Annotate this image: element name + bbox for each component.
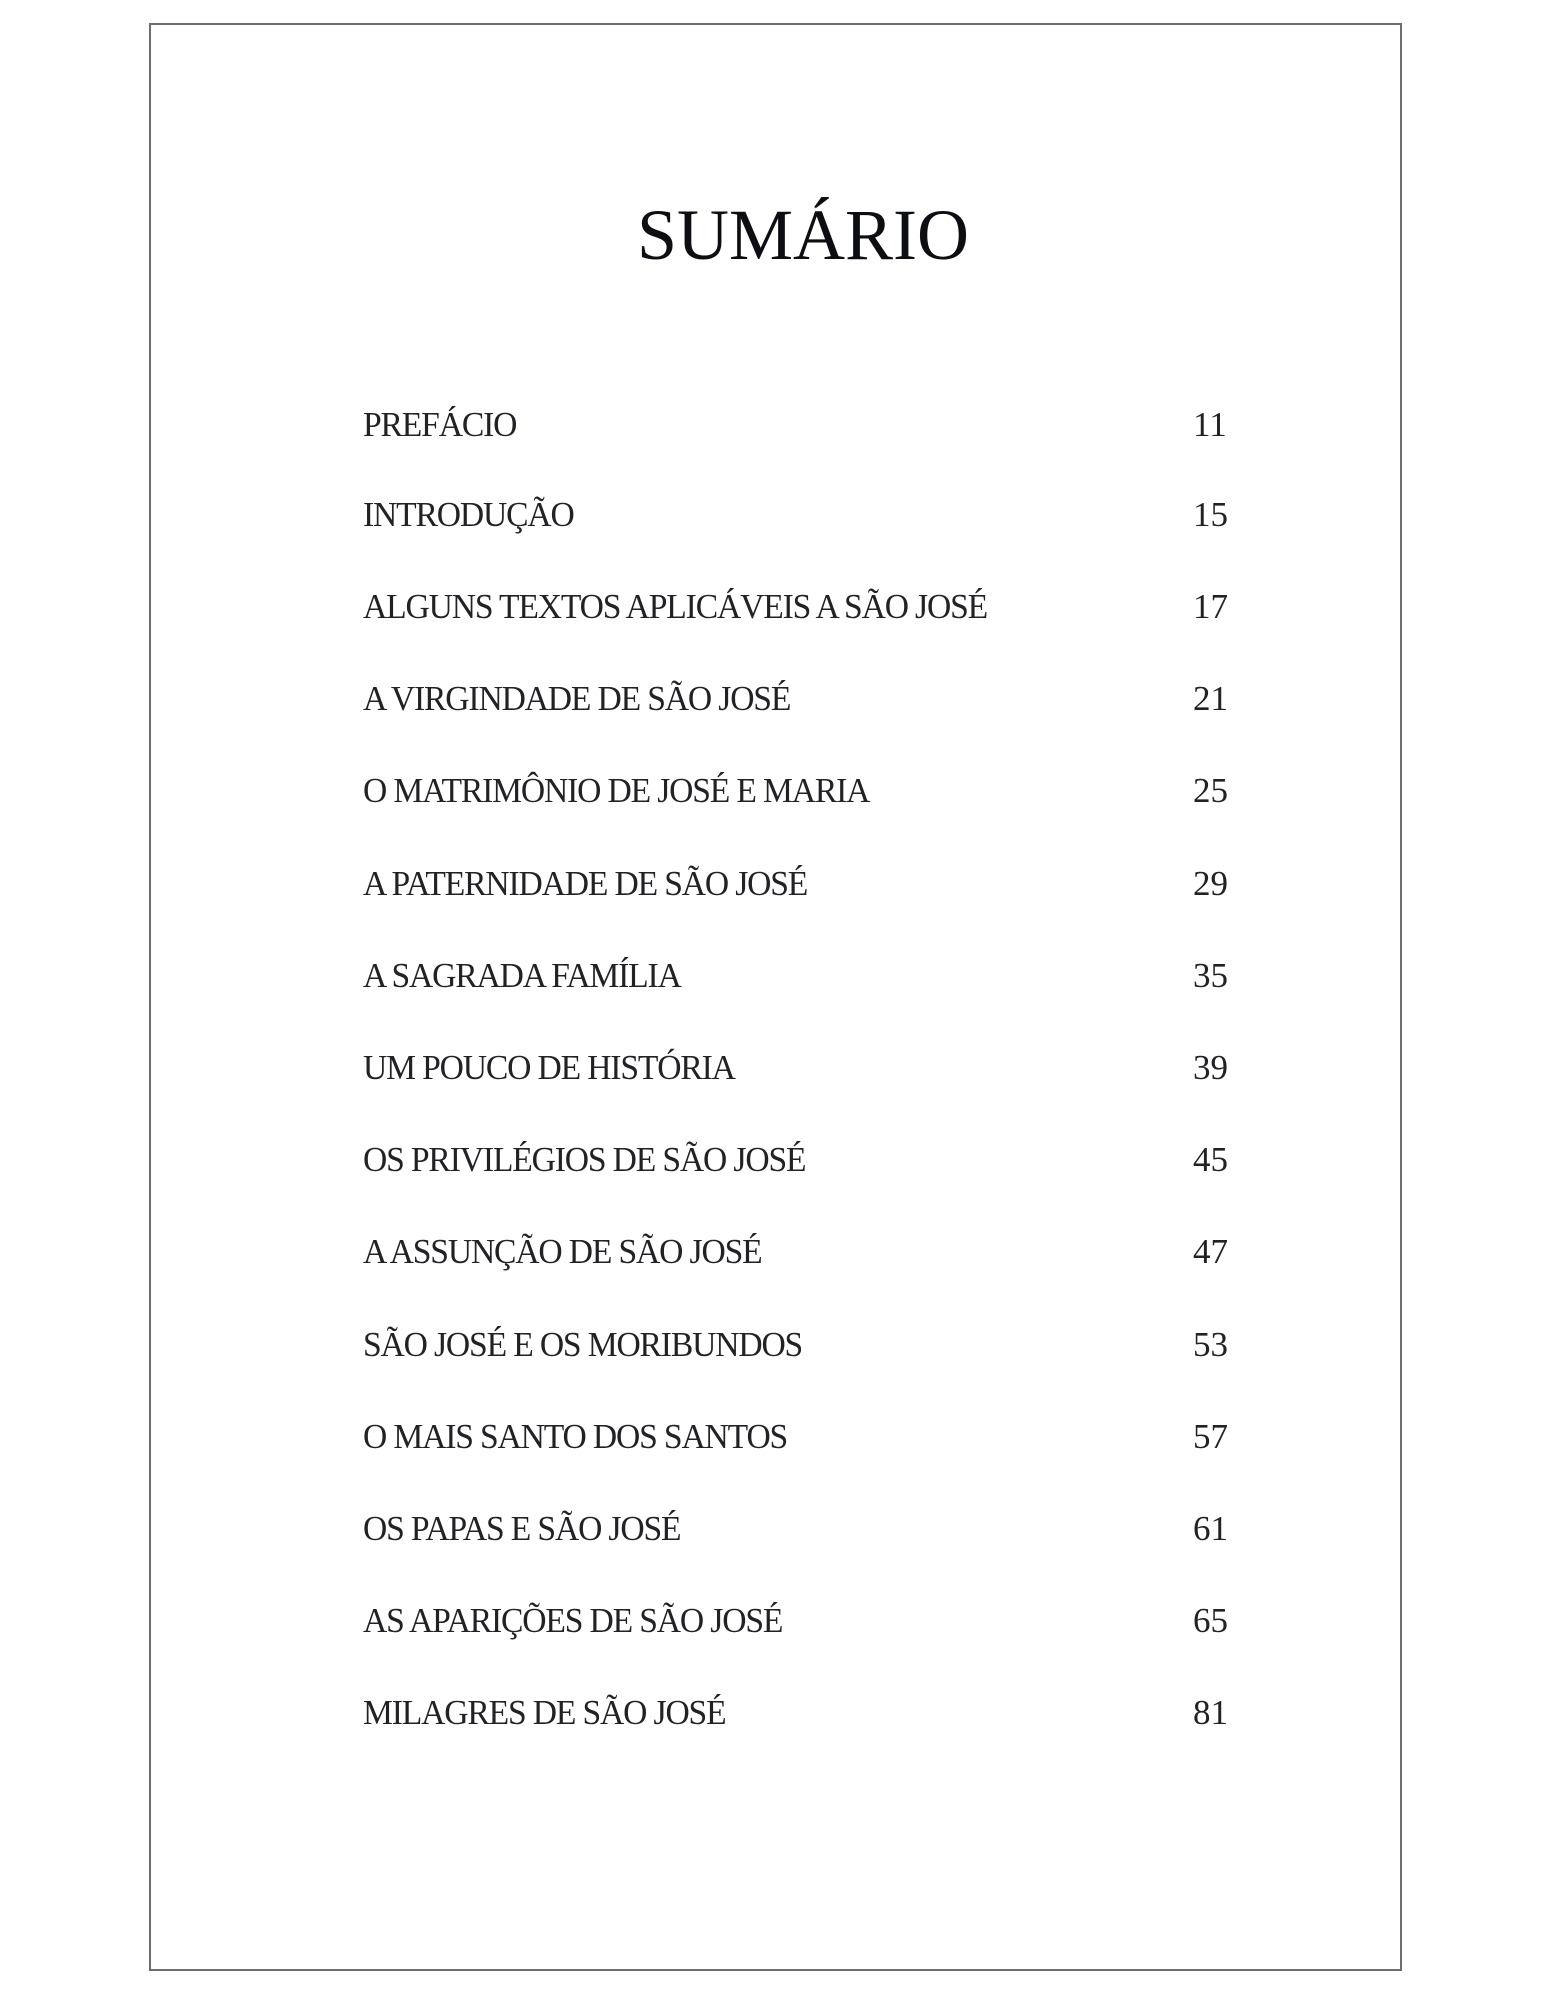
toc-entry-page-number: 45 [1193, 1140, 1228, 1179]
toc-entry[interactable] [363, 766, 1263, 816]
toc-entry[interactable] [363, 582, 1263, 632]
toc-entry-title: INTRODUÇÃO [363, 495, 574, 534]
toc-entry-title: PREFÁCIO [363, 405, 517, 444]
toc-entry-title: SÃO JOSÉ E OS MORIBUNDOS [363, 1325, 803, 1364]
toc-entry-page-number: 65 [1193, 1601, 1228, 1640]
toc-entry-page-number: 25 [1193, 771, 1228, 810]
toc-entry-page-number: 39 [1193, 1048, 1228, 1087]
page-title: SUMÁRIO [636, 195, 970, 275]
toc-entry-title: ALGUNS TEXTOS APLICÁVEIS A SÃO JOSÉ [363, 587, 988, 626]
toc-entry-page-number: 21 [1193, 679, 1228, 718]
toc-entry-page-number: 17 [1193, 587, 1228, 626]
toc-entry-title: AS APARIÇÕES DE SÃO JOSÉ [363, 1601, 783, 1640]
toc-entry[interactable] [363, 1596, 1263, 1646]
toc-entry-title: A PATERNIDADE DE SÃO JOSÉ [363, 864, 808, 903]
toc-entry-title: A VIRGINDADE DE SÃO JOSÉ [363, 679, 791, 718]
toc-entry[interactable] [363, 490, 1263, 540]
toc-entry[interactable] [363, 1412, 1263, 1462]
toc-entry[interactable] [363, 1504, 1263, 1554]
toc-entry-page-number: 15 [1193, 495, 1228, 534]
toc-entry-title: OS PAPAS E SÃO JOSÉ [363, 1509, 681, 1548]
toc-entry-title: A SAGRADA FAMÍLIA [363, 956, 681, 995]
toc-entry[interactable] [363, 859, 1263, 909]
toc-entry[interactable] [363, 1135, 1263, 1185]
toc-entry[interactable] [363, 1320, 1263, 1370]
toc-entry-title: A ASSUNÇÃO DE SÃO JOSÉ [363, 1232, 762, 1271]
toc-entry-page-number: 11 [1193, 405, 1227, 444]
toc-entry-title: MILAGRES DE SÃO JOSÉ [363, 1693, 726, 1732]
toc-entry[interactable] [363, 1227, 1263, 1277]
toc-entry-page-number: 35 [1193, 956, 1228, 995]
toc-entry-title: UM POUCO DE HISTÓRIA [363, 1048, 735, 1087]
toc-entry-page-number: 29 [1193, 864, 1228, 903]
toc-entry[interactable] [363, 951, 1263, 1001]
toc-entry[interactable] [363, 674, 1263, 724]
document-page [149, 23, 1402, 1971]
toc-entry[interactable] [363, 1043, 1263, 1093]
toc-entry[interactable] [363, 400, 1263, 450]
toc-entry-page-number: 53 [1193, 1325, 1228, 1364]
toc-entry-page-number: 57 [1193, 1417, 1228, 1456]
toc-entry-title: O MAIS SANTO DOS SANTOS [363, 1417, 788, 1456]
toc-entry-title: OS PRIVILÉGIOS DE SÃO JOSÉ [363, 1140, 806, 1179]
toc-entry-page-number: 81 [1193, 1693, 1228, 1732]
toc-entry-page-number: 61 [1193, 1509, 1228, 1548]
toc-entry-page-number: 47 [1193, 1232, 1228, 1271]
toc-entry[interactable] [363, 1688, 1263, 1738]
toc-entry-title: O MATRIMÔNIO DE JOSÉ E MARIA [363, 771, 870, 810]
